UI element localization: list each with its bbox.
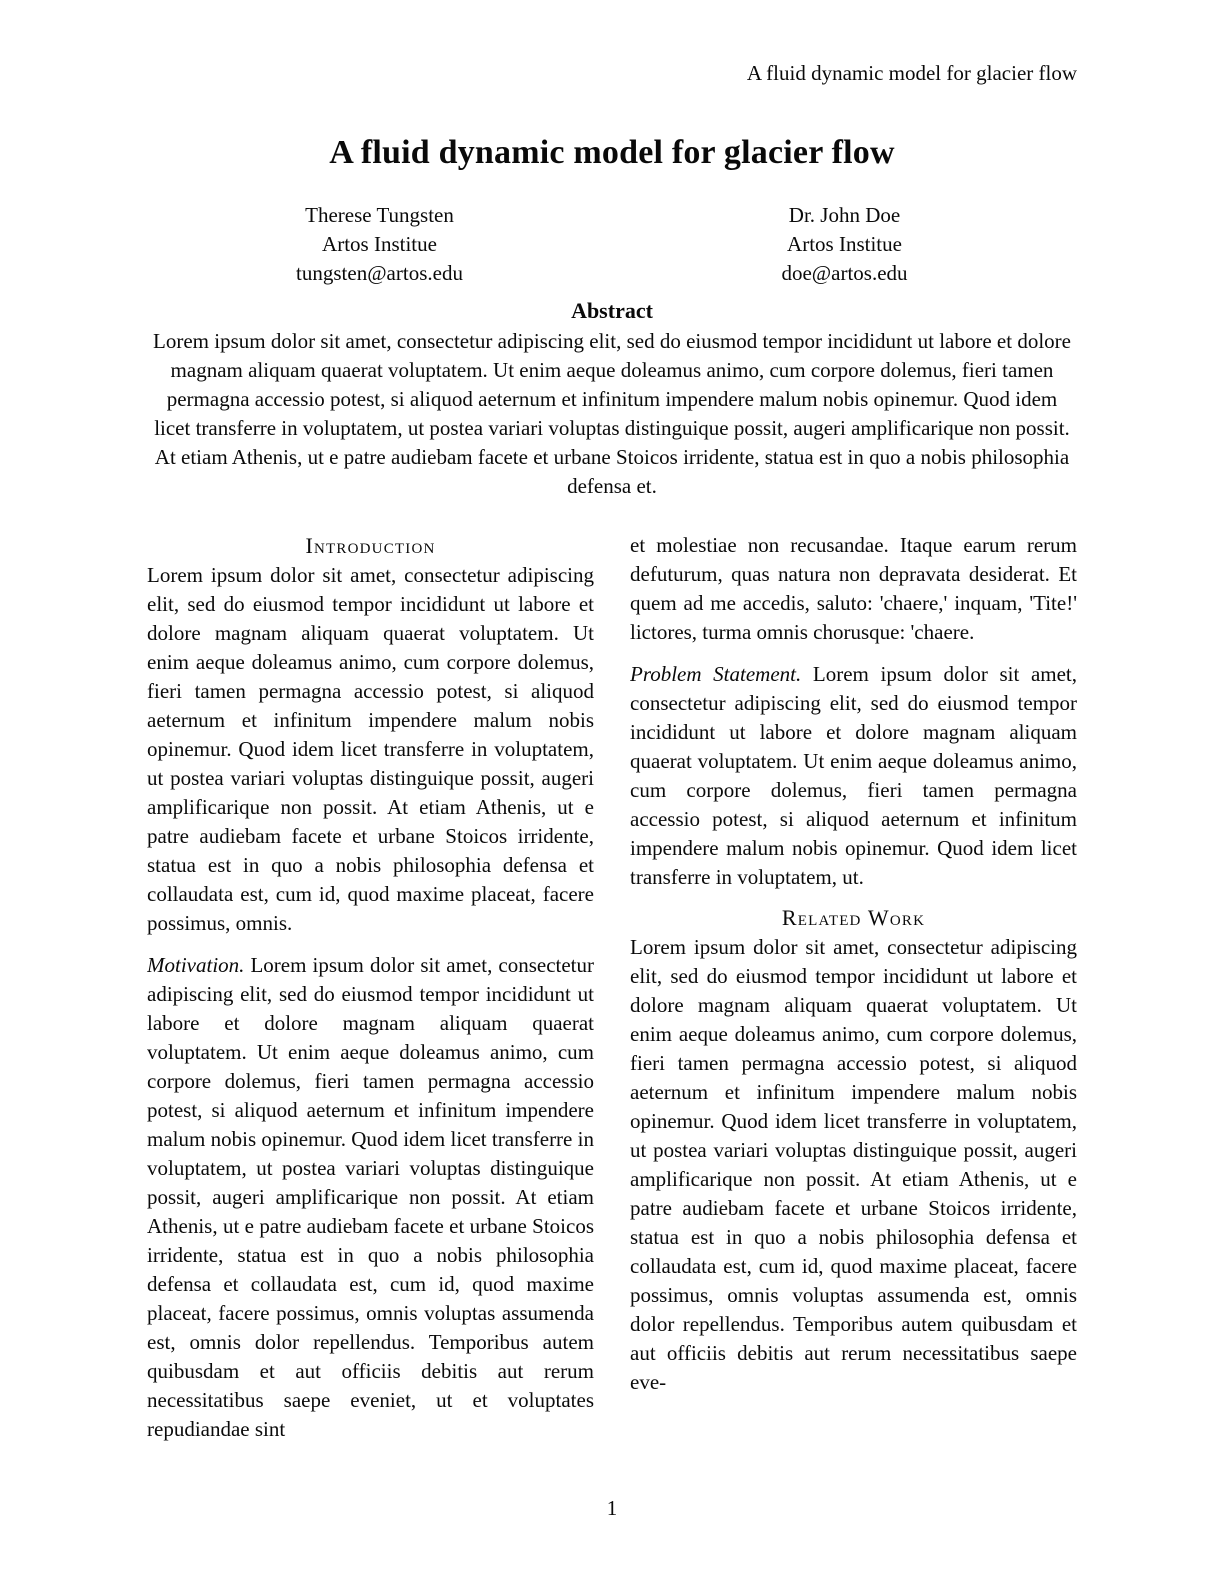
author-1-email: tungsten@artos.edu bbox=[296, 261, 463, 285]
runin-heading-problem-statement: Problem Statement. bbox=[630, 662, 802, 686]
author-1-name: Therese Tungsten bbox=[305, 203, 454, 227]
author-2-email: doe@artos.edu bbox=[781, 261, 908, 285]
author-2-name: Dr. John Doe bbox=[788, 203, 901, 227]
introduction-continuation-paragraph: et molestiae non recusandae. Itaque earum rerum defuturum, quas natura non depravata desiderat. Et quem ad me accedis, saluto: 'chaere,' inquam, 'Tite!' lictores, turma omnis chorusque: 'chaere. bbox=[630, 533, 1077, 644]
related-work-paragraph: Lorem ipsum dolor sit amet, consectetur adipiscing elit, sed do eiusmod tempor incididunt ut labore et dolore magnam aliquam quaerat voluptatem. Ut enim aeque doleamus animo, cum corpore dolemus, fieri tamen permagna accessio potest, si aliquod aeternum et infinitum impendere malum nobis opinemur. Quod idem licet transferre in voluptatem, ut postea variari voluptas distinguique possit, augeri amplificarique non possit. At etiam Athenis, ut e patre audiebam facete et urbane Stoicos irridente, statua est in quo a nobis philosophia defensa et collaudata est, cum id, quod maxime placeat, facere possimus, omnis voluptas assumenda est, omnis dolor repellendus. Temporibus autem quibusdam et aut officiis debitis aut rerum necessitatibus saepe eve- bbox=[630, 935, 1077, 1394]
paper-title: A fluid dynamic model for glacier flow bbox=[329, 134, 895, 171]
author-1 bbox=[147, 201, 612, 288]
problem-statement-paragraph-text: Lorem ipsum dolor sit amet, consectetur adipiscing elit, sed do eiusmod tempor incididunt ut labore et dolore magnam aliquam quaerat voluptatem. Ut enim aeque doleamus animo, cum corpore dolemus, fieri tamen permagna accessio potest, si aliquod aeternum et infinitum impendere malum nobis opinemur. Quod idem licet transferre in voluptatem, ut. bbox=[630, 662, 1077, 889]
left-column bbox=[147, 531, 594, 1447]
author-1-affiliation: Artos Institue bbox=[322, 232, 437, 256]
right-column bbox=[630, 531, 1077, 1447]
page-number: 1 bbox=[606, 1496, 618, 1520]
abstract-heading: Abstract bbox=[571, 298, 653, 323]
author-block bbox=[147, 201, 1077, 288]
running-header: A fluid dynamic model for glacier flow bbox=[746, 61, 1077, 85]
abstract-text: Lorem ipsum dolor sit amet, consectetur adipiscing elit, sed do eiusmod tempor incididunt ut labore et dolore magnam aliquam quaerat voluptatem. Ut enim aeque doleamus animo, cum corpore dolemus, fieri tamen permagna accessio potest, si aliquod aeternum et infinitum impendere malum nobis opinemur. Quod idem licet transferre in voluptatem, ut postea variari voluptas distinguique possit, augeri amplificarique non possit. At etiam Athenis, ut e patre audiebam facete et urbane Stoicos irridente, statua est in quo a nobis philosophia defensa et. bbox=[153, 329, 1071, 498]
section-heading-introduction: Introduction bbox=[305, 533, 436, 558]
problem-statement-paragraph bbox=[630, 660, 1077, 892]
section-heading-related-work: Related Work bbox=[781, 905, 926, 930]
author-2-affiliation: Artos Institue bbox=[787, 232, 902, 256]
introduction-paragraph: Lorem ipsum dolor sit amet, consectetur adipiscing elit, sed do eiusmod tempor incididunt ut labore et dolore magnam aliquam quaerat voluptatem. Ut enim aeque doleamus animo, cum corpore dolemus, fieri tamen permagna accessio potest, si aliquod aeternum et infinitum impendere malum nobis opinemur. Quod idem licet transferre in voluptatem, ut postea variari voluptas distinguique possit, augeri amplificarique non possit. At etiam Athenis, ut e patre audiebam facete et urbane Stoicos irridente, statua est in quo a nobis philosophia defensa et collaudata est, cum id, quod maxime placeat, facere possimus, omnis. bbox=[147, 563, 594, 935]
motivation-paragraph-text: Lorem ipsum dolor sit amet, consectetur adipiscing elit, sed do eiusmod tempor incididunt ut labore et dolore magnam aliquam quaerat voluptatem. Ut enim aeque doleamus animo, cum corpore dolemus, fieri tamen permagna accessio potest, si aliquod aeternum et infinitum impendere malum nobis opinemur. Quod idem licet transferre in voluptatem, ut postea variari voluptas distinguique possit, augeri amplificarique non possit. At etiam Athenis, ut e patre audiebam facete et urbane Stoicos irridente, statua est in quo a nobis philosophia defensa et collaudata est, cum id, quod maxime placeat, facere possimus, omnis voluptas assumenda est, omnis dolor repellendus. Temporibus autem quibusdam et aut officiis debitis aut rerum necessitatibus saepe eveniet, ut et voluptates repudiandae sint bbox=[147, 953, 594, 1441]
two-column-body bbox=[147, 531, 1077, 1447]
runin-heading-motivation: Motivation. bbox=[147, 953, 245, 977]
author-2 bbox=[612, 201, 1077, 288]
motivation-paragraph bbox=[147, 951, 594, 1444]
